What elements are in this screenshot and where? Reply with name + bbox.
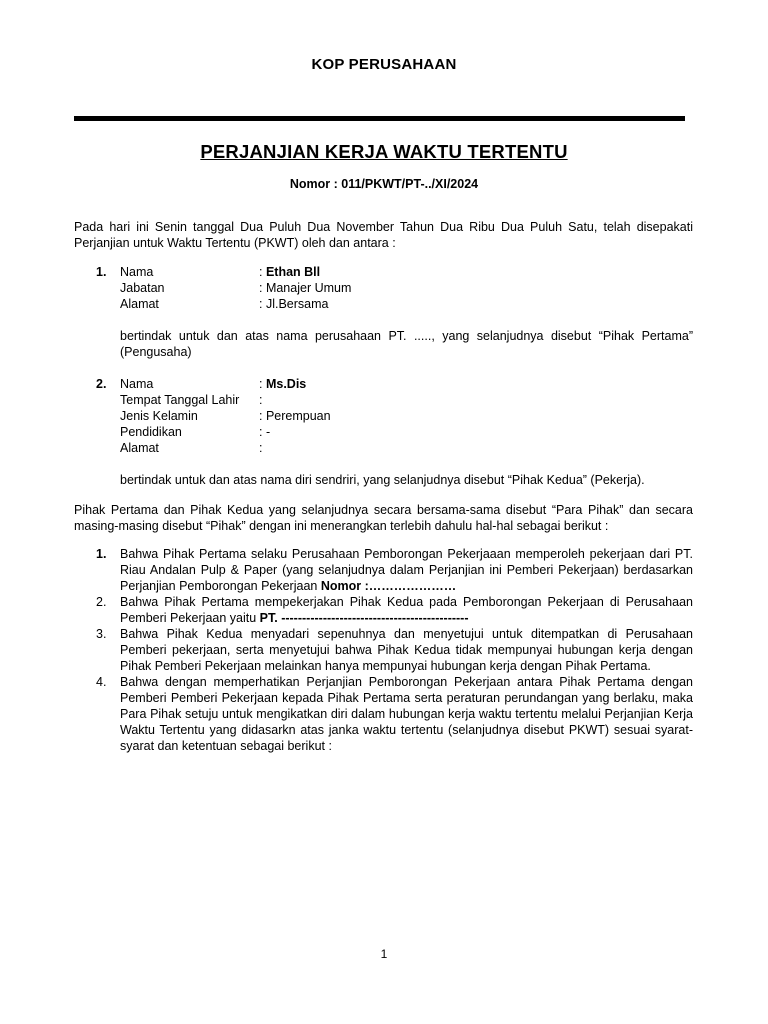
party-1-address-row: [74, 296, 693, 312]
party-1-name: Ethan Bll: [265, 265, 321, 279]
item-number: 2.: [96, 595, 107, 609]
party-1-position-row: [74, 280, 693, 296]
item-bold-text: PT. ---------------------------------------------: [259, 611, 469, 625]
item-number: 4.: [96, 675, 107, 689]
party-2-education-row: [74, 424, 693, 440]
page-number: 1: [380, 947, 388, 961]
list-item: [74, 674, 693, 754]
party-2-address-row: [74, 440, 693, 456]
item-bold-text: Nomor :…………………: [320, 579, 457, 593]
document-title: PERJANJIAN KERJA WAKTU TERTENTU: [200, 141, 568, 162]
document-number: Nomor : 011/PKWT/PT-../XI/2024: [289, 177, 479, 191]
field-value: :: [259, 441, 263, 455]
item-text: Bahwa Pihak Kedua menyadari sepenuhnya dan menyetujui untuk ditempatkan di Perusahaan Pemberi pekerjaan, serta menyetujui bahwa Pihak Kedua tidak mempunyai hubungan kerja dengan Pihak Pemberi Pekerjaan melainkan hanya mempunyai hubungan kerja dengan Pihak Pertama.: [120, 627, 693, 673]
party-2-name-row: [74, 376, 693, 392]
letterhead-placeholder: KOP PERUSAHAAN: [311, 56, 457, 73]
field-label: Nama: [120, 265, 154, 279]
para-pihak-paragraph: Pihak Pertama dan Pihak Kedua yang selanjudnya secara bersama-sama disebut “Para Pihak” dan secara masing-masing disebut “Pihak” dengan ini menerangkan terlebih dahulu hal-hal sebagai berikut :: [74, 503, 693, 533]
item-text: Bahwa Pihak Pertama mempekerjakan Pihak Kedua pada Pemborongan Pekerjaan di Perusahaan Pemberi Pekerjaan yaitu: [120, 595, 693, 625]
field-value: : Ms.Dis: [259, 377, 307, 391]
field-value: :: [259, 393, 263, 407]
party-2-statement: bertindak untuk dan atas nama diri sendriri, yang selanjudnya disebut “Pihak Kedua” (Pekerja).: [120, 473, 645, 487]
field-label: Jabatan: [120, 281, 165, 295]
field-label: Tempat Tanggal Lahir: [120, 393, 240, 407]
field-value: : -: [259, 425, 271, 439]
field-value: : Perempuan: [259, 409, 331, 423]
field-label: Alamat: [120, 297, 159, 311]
list-item: [74, 626, 693, 674]
party-1-statement: bertindak untuk dan atas nama perusahaan PT. ....., yang selanjudnya disebut “Pihak Pertama” (Pengusaha): [120, 329, 693, 359]
field-value: : Manajer Umum: [259, 281, 352, 295]
item-number: 1.: [96, 547, 107, 561]
party-2-number: 2.: [96, 377, 107, 391]
party-2-name: Ms.Dis: [265, 377, 307, 391]
field-label: Jenis Kelamin: [120, 409, 198, 423]
party-1-details: [74, 264, 693, 312]
party-1-name-row: [74, 264, 693, 280]
list-item: [74, 546, 693, 594]
list-item: [74, 594, 693, 626]
field-label: Nama: [120, 377, 154, 391]
header-divider: [74, 116, 685, 121]
field-value: : Ethan Bll: [259, 265, 321, 279]
party-2-birth-row: [74, 392, 693, 408]
field-label: Alamat: [120, 441, 159, 455]
party-2-details: [74, 376, 693, 456]
intro-paragraph: Pada hari ini Senin tanggal Dua Puluh Dua November Tahun Dua Ribu Dua Puluh Satu, telah disepakati Perjanjian untuk Waktu Tertentu (PKWT) oleh dan antara :: [74, 220, 693, 250]
item-number: 3.: [96, 627, 107, 641]
recitals-list: [74, 546, 693, 754]
item-text: Bahwa Pihak Pertama selaku Perusahaan Pemborongan Pekerjaaan memperoleh pekerjaan dari PT. Riau Andalan Pulp & Paper (yang selanjudnya dalam Perjanjian ini Pemberi Pekerjaan) berdasarkan Perjanjian Pemborongan Pekerjaan: [120, 547, 693, 593]
field-value: : Jl.Bersama: [259, 297, 329, 311]
party-2-gender-row: [74, 408, 693, 424]
field-label: Pendidikan: [120, 425, 182, 439]
party-1-number: 1.: [96, 265, 107, 279]
item-text: Bahwa dengan memperhatikan Perjanjian Pemborongan Pekerjaan antara Pihak Pertama dengan Pemberi Pemberi Pekerjaan kepada Pihak Pertama serta peraturan perundangan yang berlaku, maka Para Pihak setuju untuk mengikatkan diri dalam hubungan kerja waktu tertentu melalui Perjanjian Kerja Waktu Tertentu yang didasarkn atas janka waktu tertentu (selanjudnya disebut PKWT) sesuai syarat-syarat dan ketentuan sebagai berikut :: [120, 675, 693, 753]
